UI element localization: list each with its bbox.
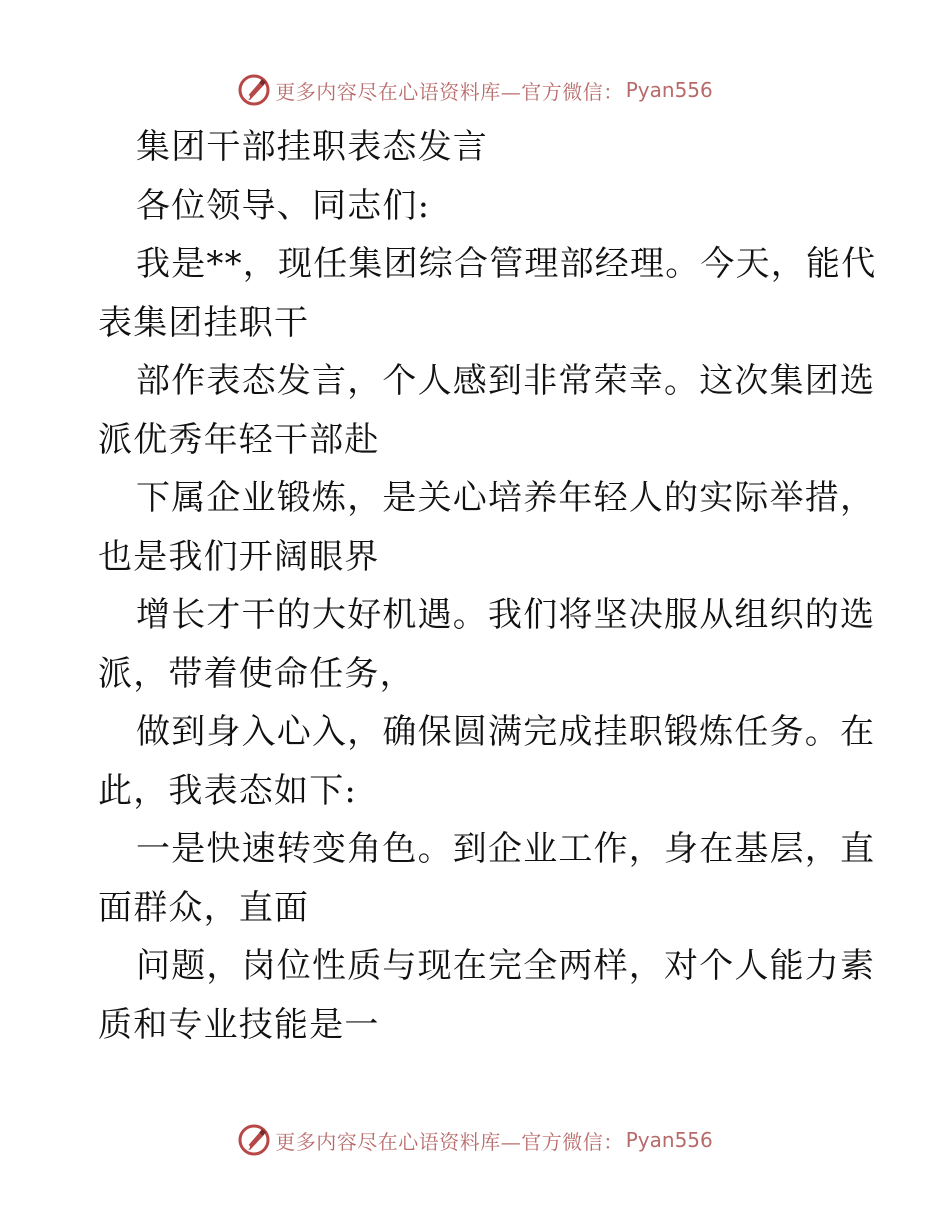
text-line: 做到身入心入，确保圆满完成挂职锻炼任务。在 (136, 712, 876, 752)
red-pen-circle-logo-icon (237, 1123, 271, 1157)
text-line: 一是快速转变角色。到企业工作，身在基层，直 (136, 829, 876, 869)
banner-wechat-id: Pyan556 (625, 1128, 713, 1152)
text-line: 我是**，现任集团综合管理部经理。今天，能代 (136, 244, 877, 284)
text-line: 也是我们开阔眼界 (98, 536, 380, 577)
document-body (98, 118, 877, 1054)
red-pen-circle-logo-icon (237, 73, 271, 107)
document-title: 集团干部挂职表态发言 (136, 127, 488, 167)
header-watermark-banner (0, 70, 950, 110)
text-line: 此，我表态如下: (98, 770, 358, 811)
text-line: 质和专业技能是一 (98, 1004, 380, 1045)
text-line: 派，带着使命任务， (98, 653, 415, 694)
text-line: 表集团挂职干 (98, 302, 310, 343)
text-line: 派优秀年轻干部赴 (98, 419, 380, 460)
text-line: 各位领导、同志们: (136, 185, 431, 226)
text-line: 面群众，直面 (98, 887, 310, 928)
banner-text: 更多内容尽在心语资料库—官方微信： (275, 79, 624, 104)
text-line: 问题，岗位性质与现在完全两样，对个人能力素 (136, 946, 876, 986)
text-line: 下属企业锻炼，是关心培养年轻人的实际举措， (136, 478, 876, 518)
banner-wechat-id: Pyan556 (625, 78, 713, 102)
footer-watermark-banner (0, 1120, 950, 1160)
text-line: 增长才干的大好机遇。我们将坚决服从组织的选 (136, 595, 876, 635)
text-line: 部作表态发言，个人感到非常荣幸。这次集团选 (136, 361, 876, 401)
banner-text: 更多内容尽在心语资料库—官方微信： (275, 1129, 624, 1154)
